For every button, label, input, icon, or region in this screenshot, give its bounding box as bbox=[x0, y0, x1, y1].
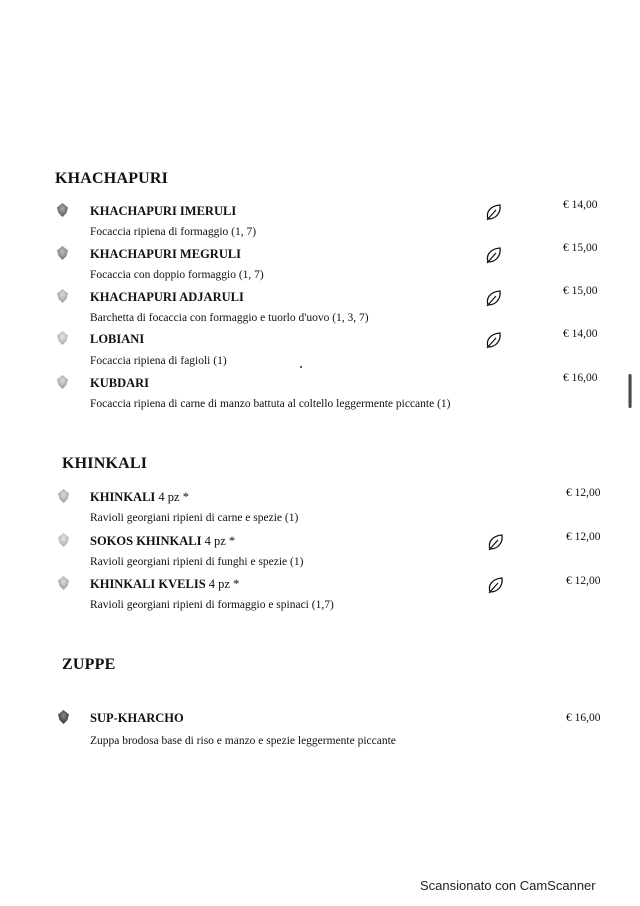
bullet-icon bbox=[57, 289, 68, 303]
item-name-text: SOKOS KHINKALI bbox=[90, 534, 202, 548]
item-name-text: KUBDARI bbox=[90, 376, 150, 390]
item-description: Barchetta di focaccia con formaggio e tuorlo d'uovo (1, 3, 7) bbox=[90, 312, 369, 324]
item-price: € 14,00 bbox=[563, 199, 598, 211]
bullet-icon bbox=[58, 576, 69, 590]
item-name bbox=[90, 204, 236, 219]
item-description: Focaccia ripiena di carne di manzo battuta al coltello leggermente piccante (1) bbox=[90, 398, 451, 410]
scanner-watermark: Scansionato con CamScanner bbox=[420, 878, 596, 893]
item-price: € 12,00 bbox=[566, 531, 601, 543]
bullet-icon bbox=[57, 375, 68, 389]
bullet-icon bbox=[57, 331, 68, 345]
section-heading: ZUPPE bbox=[62, 656, 116, 673]
vegetarian-leaf-icon bbox=[484, 245, 504, 265]
item-name bbox=[90, 711, 184, 726]
item-name bbox=[90, 534, 235, 549]
item-name-text: KHACHAPURI MEGRULI bbox=[90, 247, 242, 261]
item-name bbox=[90, 577, 239, 592]
bullet-icon bbox=[58, 710, 69, 724]
bullet-icon bbox=[58, 533, 69, 547]
item-description: Focaccia ripiena di fagioli (1) bbox=[90, 355, 227, 367]
item-name-text: LOBIANI bbox=[90, 332, 145, 346]
item-portion: 4 pz * bbox=[208, 577, 240, 591]
item-name bbox=[90, 332, 144, 347]
item-name bbox=[90, 247, 241, 262]
section-heading: KHINKALI bbox=[62, 455, 148, 472]
item-price: € 12,00 bbox=[566, 575, 601, 587]
item-price: € 12,00 bbox=[566, 487, 601, 499]
item-name bbox=[90, 490, 189, 505]
vegetarian-leaf-icon bbox=[484, 330, 504, 350]
item-price: € 16,00 bbox=[563, 372, 598, 384]
scan-speck bbox=[300, 366, 302, 368]
section-heading: KHACHAPURI bbox=[55, 170, 169, 187]
item-name-text: KHACHAPURI IMERULI bbox=[90, 204, 237, 218]
scan-artifact bbox=[628, 374, 632, 408]
item-description: Focaccia ripiena di formaggio (1, 7) bbox=[90, 226, 257, 238]
item-name-text: SUP-KHARCHO bbox=[90, 711, 184, 725]
vegetarian-leaf-icon bbox=[486, 575, 506, 595]
item-price: € 14,00 bbox=[563, 328, 598, 340]
vegetarian-leaf-icon bbox=[484, 202, 504, 222]
item-portion: 4 pz * bbox=[204, 534, 236, 548]
item-description: Ravioli georgiani ripieni di formaggio e spinaci (1,7) bbox=[90, 599, 334, 611]
item-name-text: KHINKALI KVELIS bbox=[90, 577, 206, 591]
bullet-icon bbox=[57, 246, 68, 260]
item-name bbox=[90, 290, 244, 305]
item-price: € 15,00 bbox=[563, 242, 598, 254]
bullet-icon bbox=[57, 203, 68, 217]
vegetarian-leaf-icon bbox=[486, 532, 506, 552]
item-portion: 4 pz * bbox=[158, 490, 189, 504]
item-description: Focaccia con doppio formaggio (1, 7) bbox=[90, 269, 264, 281]
item-name bbox=[90, 376, 149, 391]
item-name-text: KHACHAPURI ADJARULI bbox=[90, 290, 244, 304]
item-description: Zuppa brodosa base di riso e manzo e spezie leggermente piccante bbox=[90, 735, 396, 747]
vegetarian-leaf-icon bbox=[484, 288, 504, 308]
item-name-text: KHINKALI bbox=[90, 490, 156, 504]
item-description: Ravioli georgiani ripieni di funghi e spezie (1) bbox=[90, 556, 304, 568]
item-price: € 15,00 bbox=[563, 285, 598, 297]
bullet-icon bbox=[58, 489, 69, 503]
item-price: € 16,00 bbox=[566, 712, 601, 724]
item-description: Ravioli georgiani ripieni di carne e spezie (1) bbox=[90, 512, 299, 524]
